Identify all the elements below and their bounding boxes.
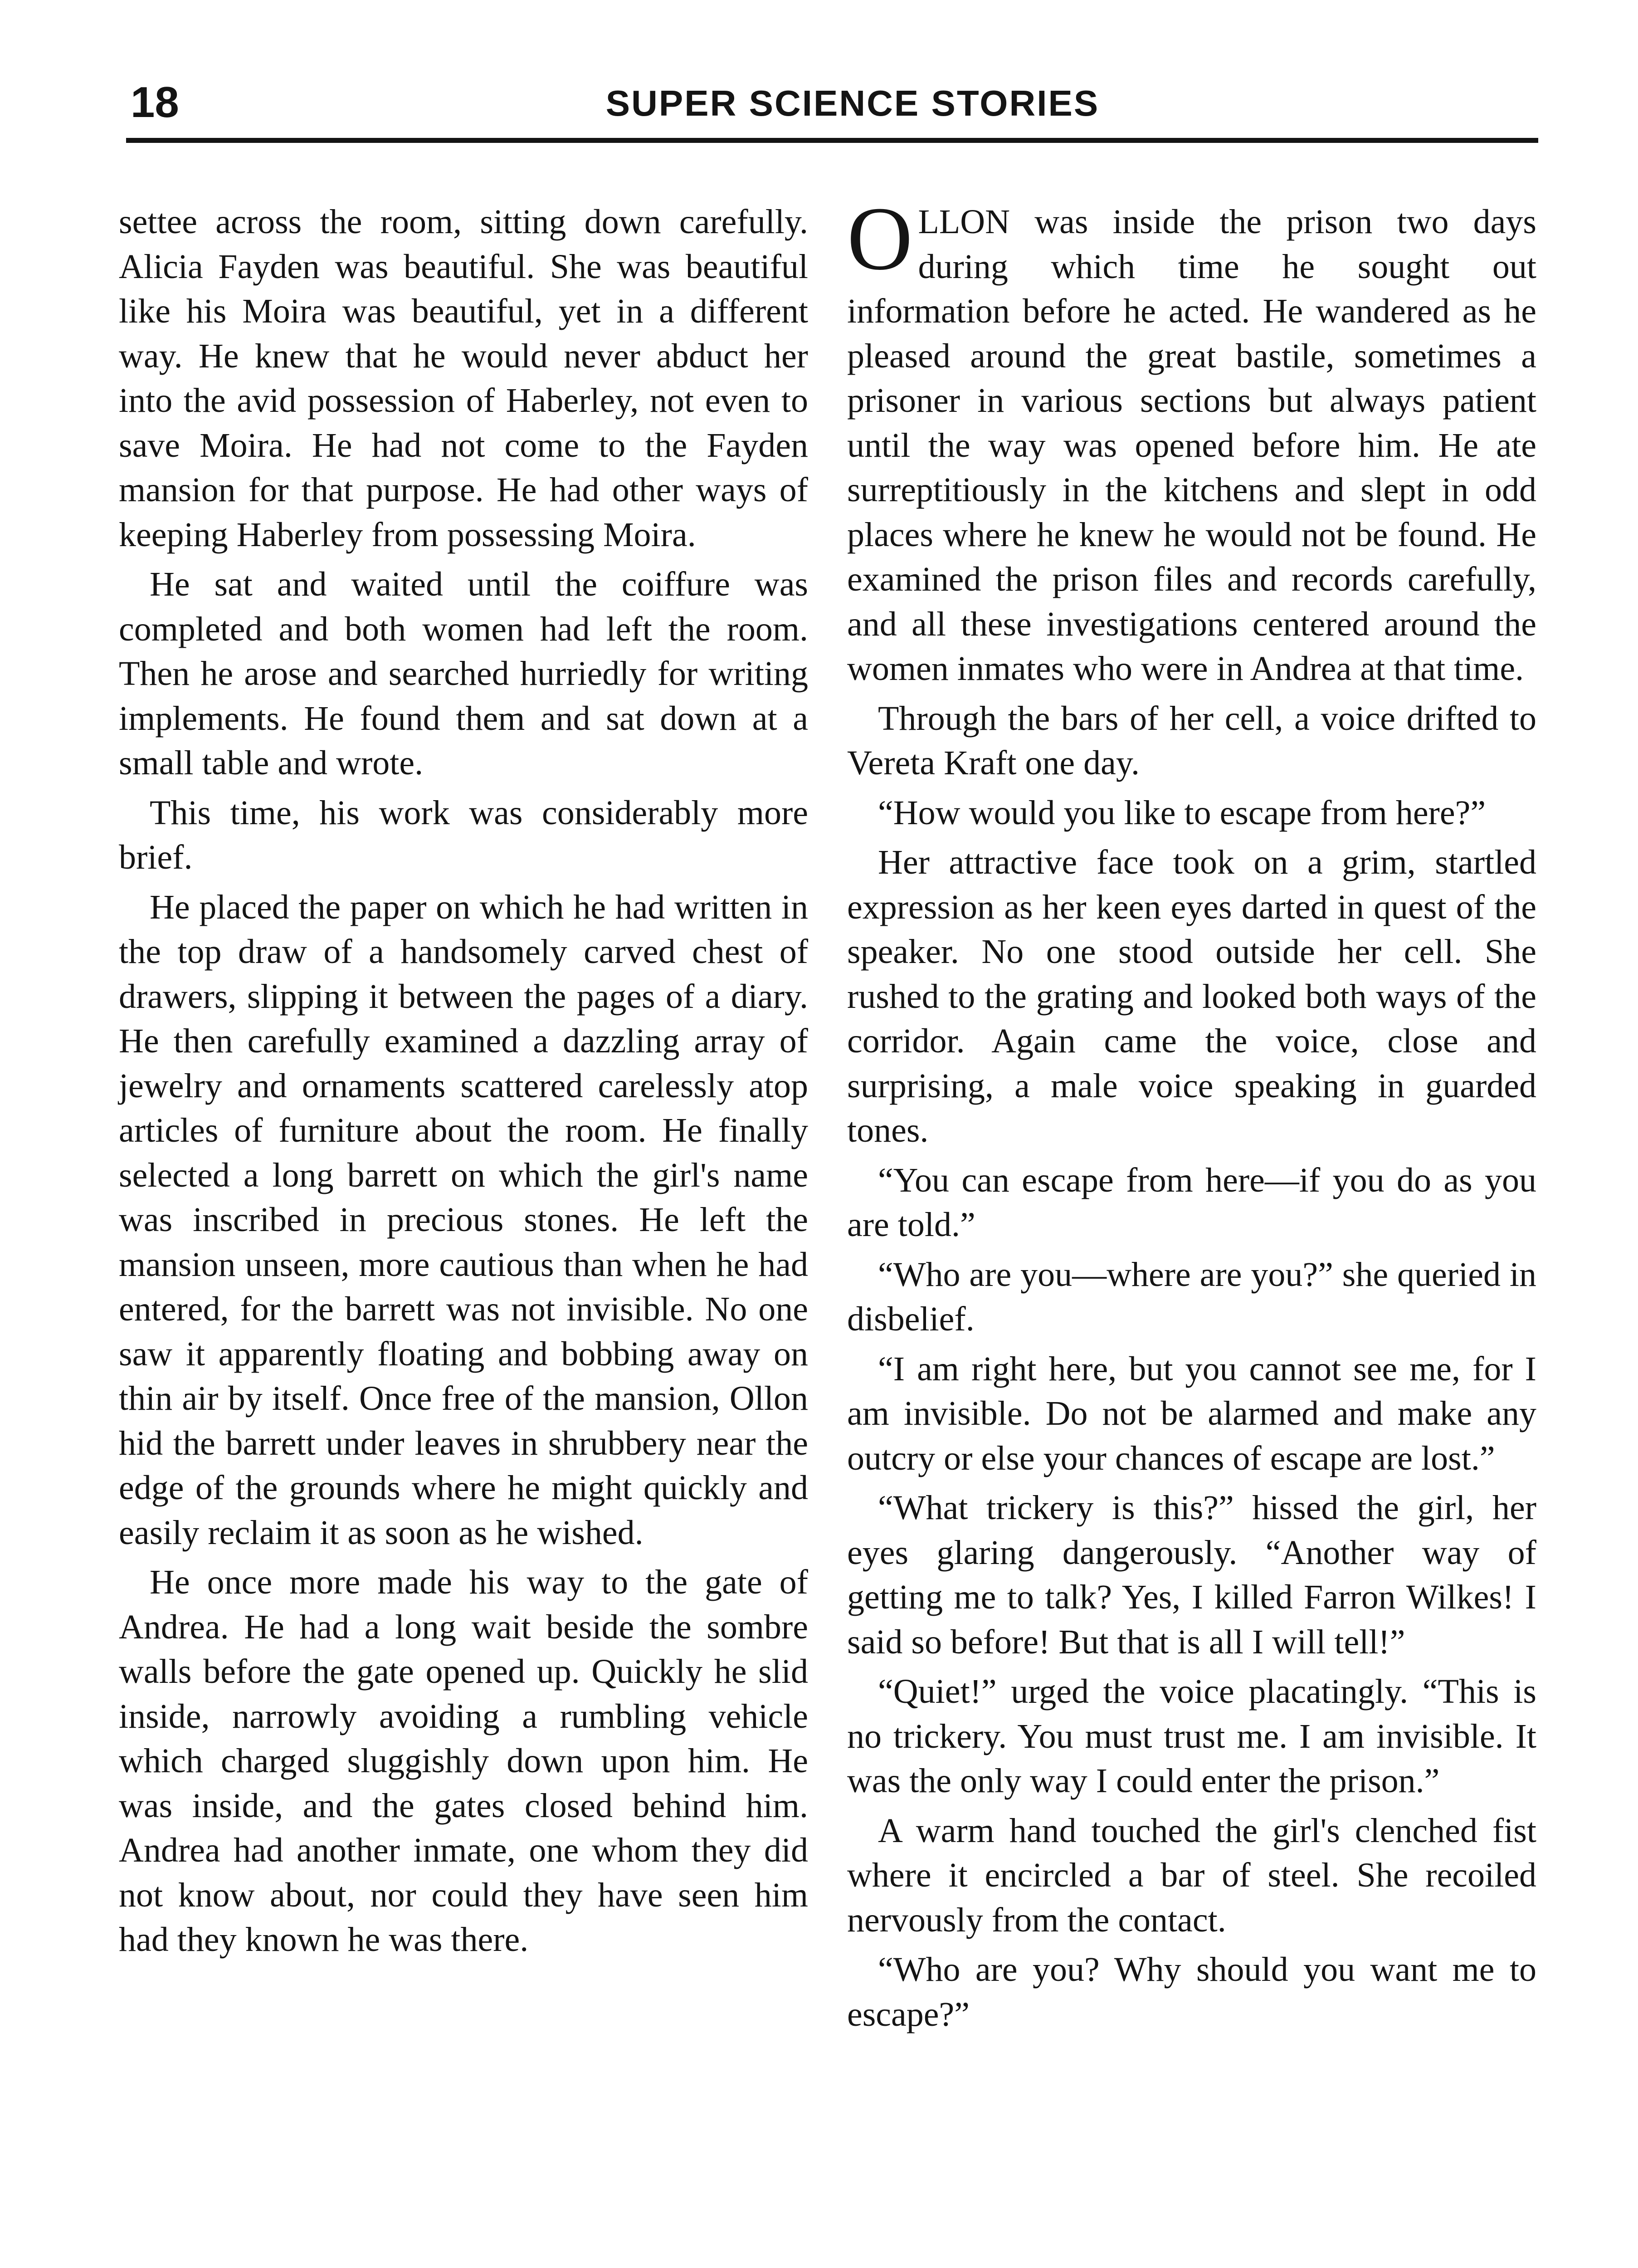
header-rule xyxy=(126,138,1538,143)
paragraph: He sat and waited until the coiffure was completed and both women had left the room. Then he arose and searched hurriedly for writing implements. He found them and sat down at a small table and wrote. xyxy=(119,565,808,782)
opening-text: LLON was inside the prison two days during which time he sought out information before he acted. He wandered as he pleased around the great bastile, sometimes a prisoner in various sections but always patient until the way was opened before him. He ate surreptitiously in the kitchens and slept in odd places where he knew he would not be found. He examined the prison files and records carefully, and all these investigations centered around the women inmates who were in Andrea at that time. xyxy=(847,203,1536,688)
page-number: 18 xyxy=(131,78,179,127)
paragraph: Her attractive face took on a grim, startled expression as her keen eyes darted in quest of the speaker. No one stood outside her cell. She rushed to the grating and looked both ways of the corridor. Again came the voice, close and surprising, a male voice speaking in guarded tones. xyxy=(847,843,1536,1149)
left-column xyxy=(119,200,808,1962)
paragraph: “What trickery is this?” hissed the girl, her eyes glaring dangerously. “Another way of getting me to talk? Yes, I killed Farron Wilkes! I said so before! But that is all I will tell!” xyxy=(847,1489,1536,1661)
right-column xyxy=(847,189,1536,2037)
paragraph: “You can escape from here—if you do as you are told.” xyxy=(847,1161,1536,1244)
paragraph: “How would you like to escape from here?” xyxy=(878,793,1486,832)
paragraph: He placed the paper on which he had written in the top draw of a handsomely carved chest of drawers, slipping it between the pages of a diary. He then carefully examined a dazzling array of jewelry and ornaments scattered carelessly atop articles of furniture about the room. He finally selected a long barrett on which the girl's name was inscribed in precious stones. He left the mansion unseen, more cautious than when he had entered, for the barrett was not invisible. No one saw it apparently floating and bobbing away on thin air by itself. Once free of the mansion, Ollon hid the barrett under leaves in shrubbery near the edge of the grounds where he might quickly and easily reclaim it as soon as he wished. xyxy=(119,888,808,1552)
paragraph: He once more made his way to the gate of Andrea. He had a long wait beside the sombre walls before the gate opened up. Quickly he slid inside, narrowly avoiding a rumbling vehicle which charged sluggishly down upon him. He was inside, and the gates closed behind him. Andrea had another inmate, one whom they did not know about, nor could they have seen him had they known he was there. xyxy=(119,1563,808,1959)
opening-paragraph xyxy=(847,189,1536,691)
paragraph: Through the bars of her cell, a voice drifted to Vereta Kraft one day. xyxy=(847,699,1536,782)
paragraph: “I am right here, but you cannot see me, for I am invisible. Do not be alarmed and make any outcry or else your chances of escape are lost.” xyxy=(847,1349,1536,1477)
paragraph: “Who are you? Why should you want me to escape?” xyxy=(847,1950,1536,2033)
magazine-title: SUPER SCIENCE STORIES xyxy=(605,83,1100,123)
paragraph: “Quiet!” urged the voice placatingly. “This is no trickery. You must trust me. I am invisible. It was the only way I could enter the prison.” xyxy=(847,1672,1536,1800)
paragraph: A warm hand touched the girl's clenched fist where it encircled a bar of steel. She recoiled nervously from the contact. xyxy=(847,1811,1536,1939)
paragraph: “Who are you—where are you?” she queried in disbelief. xyxy=(847,1255,1536,1338)
paragraph: settee across the room, sitting down carefully. Alicia Fayden was beautiful. She was beautiful like his Moira was beautiful, yet in a different way. He knew that he would never abduct her into the avid possession of Haberley, not even to save Moira. He had not come to the Fayden mansion for that purpose. He had other ways of keeping Haberley from possessing Moira. xyxy=(119,203,808,554)
paragraph: This time, his work was considerably more brief. xyxy=(119,793,808,876)
drop-cap: O xyxy=(847,189,913,289)
